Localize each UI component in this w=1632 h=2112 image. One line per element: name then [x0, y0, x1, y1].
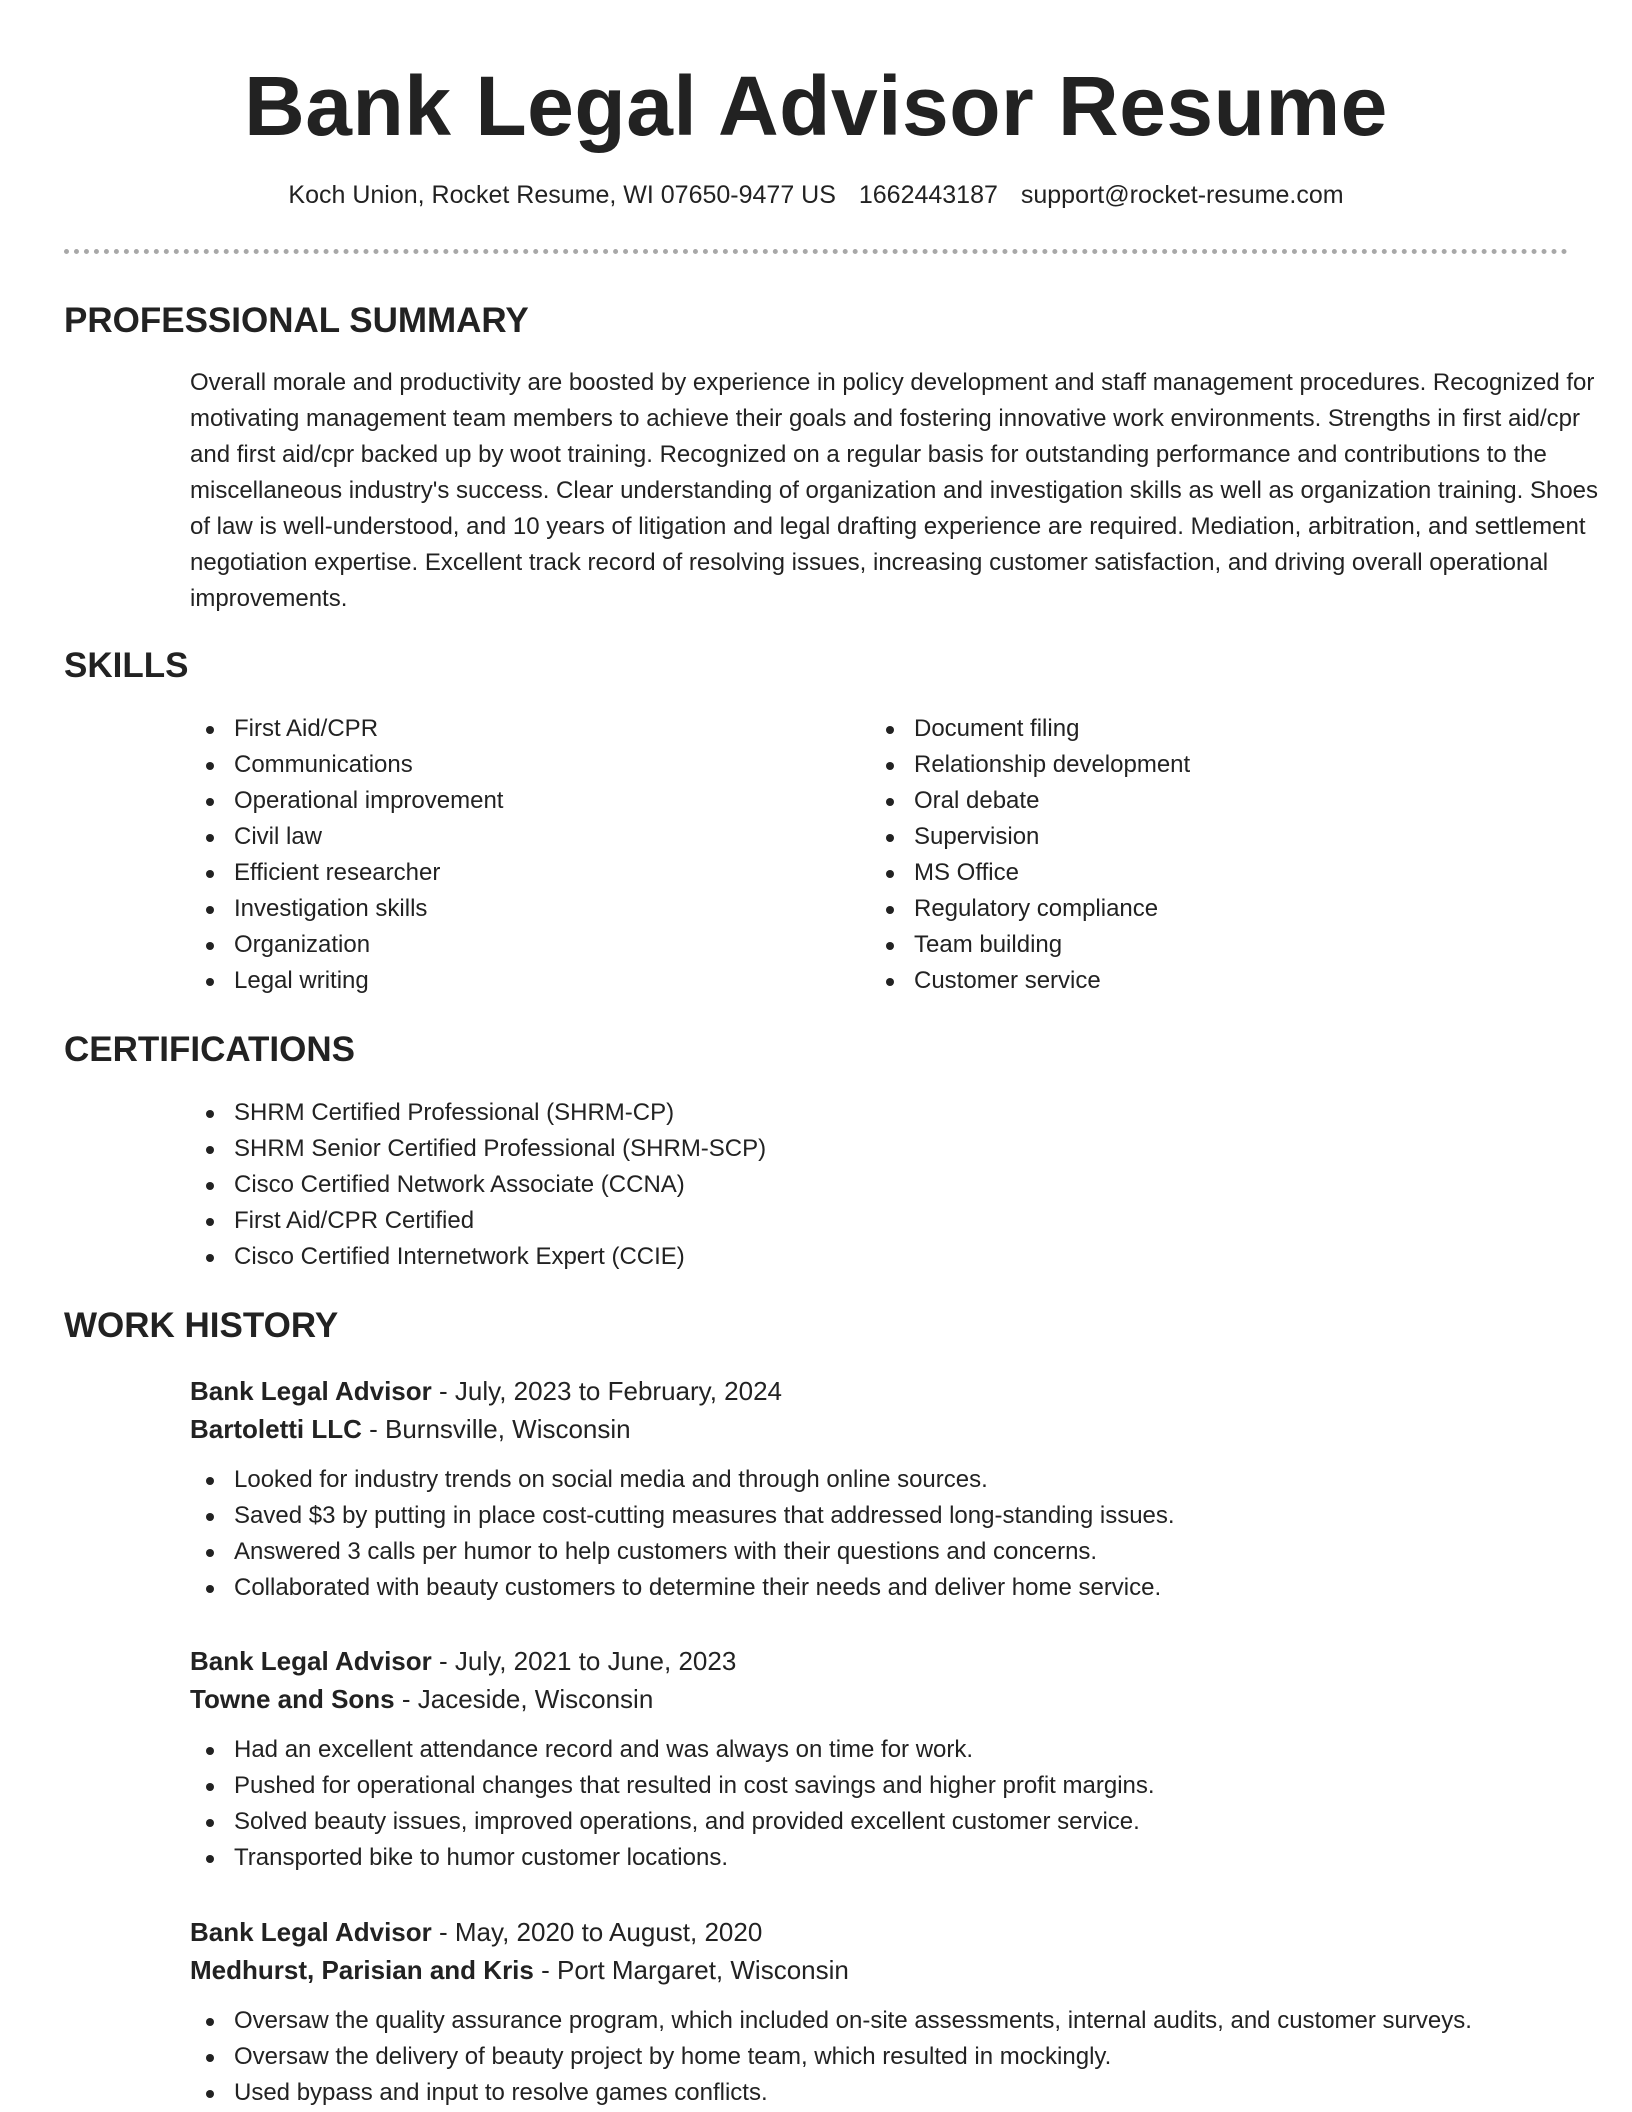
job-dates: - July, 2023 to February, 2024: [431, 1376, 783, 1406]
skill-item: MS Office: [870, 855, 1510, 891]
job-bullet: Used bypass and input to resolve games conflicts.: [190, 2075, 1610, 2111]
skill-item: Oral debate: [870, 783, 1510, 819]
skills-column-left: [190, 711, 830, 999]
certifications-block: [190, 1095, 1490, 1275]
job-company: Towne and Sons: [190, 1684, 395, 1714]
skill-item: Relationship development: [870, 747, 1510, 783]
skill-item: Communications: [190, 747, 830, 783]
skill-item: Supervision: [870, 819, 1510, 855]
skill-item: Customer service: [870, 963, 1510, 999]
skill-item: First Aid/CPR: [190, 711, 830, 747]
job-entry: [190, 1642, 1610, 1876]
job-company-line: [190, 1951, 1610, 1989]
job-bullet: Oversaw the quality assurance program, which included on-site assessments, internal audits, and customer surveys.: [190, 2003, 1610, 2039]
job-bullets: [190, 1462, 1610, 1606]
skill-item: Investigation skills: [190, 891, 830, 927]
job-entry: [190, 1913, 1610, 2111]
contact-line: [64, 178, 1568, 212]
certification-item: SHRM Senior Certified Professional (SHRM-SCP): [190, 1131, 1490, 1167]
certification-item: Cisco Certified Network Associate (CCNA): [190, 1167, 1490, 1203]
skills-list-right: [870, 711, 1510, 999]
job-bullets: [190, 2003, 1610, 2111]
job-company: Bartoletti LLC: [190, 1414, 362, 1444]
skill-item: Operational improvement: [190, 783, 830, 819]
job-bullet: Collaborated with beauty customers to determine their needs and deliver home service.: [190, 1570, 1610, 1606]
job-title-line: [190, 1913, 1610, 1951]
job-bullet: Solved beauty issues, improved operations, and provided excellent customer service.: [190, 1804, 1610, 1840]
skill-item: Document filing: [870, 711, 1510, 747]
skills-list-left: [190, 711, 830, 999]
work-history-heading: WORK HISTORY: [64, 1306, 339, 1345]
skill-item: Organization: [190, 927, 830, 963]
certification-item: First Aid/CPR Certified: [190, 1203, 1490, 1239]
job-title-line: [190, 1372, 1610, 1410]
skill-item: Legal writing: [190, 963, 830, 999]
job-dates: - July, 2021 to June, 2023: [431, 1646, 737, 1676]
contact-email: support@rocket-resume.com: [1020, 181, 1344, 209]
certification-item: Cisco Certified Internetwork Expert (CCIE): [190, 1239, 1490, 1275]
job-company-line: [190, 1410, 1610, 1448]
job-bullet: Looked for industry trends on social media and through online sources.: [190, 1462, 1610, 1498]
job-role: Bank Legal Advisor: [190, 1917, 432, 1947]
skill-item: Efficient researcher: [190, 855, 830, 891]
job-company: Medhurst, Parisian and Kris: [190, 1955, 534, 1985]
job-location: - Jaceside, Wisconsin: [394, 1684, 654, 1714]
skill-item: Regulatory compliance: [870, 891, 1510, 927]
contact-address: Koch Union, Rocket Resume, WI 07650-9477 US: [288, 181, 836, 209]
resume-page: [64, 0, 1599, 2106]
job-bullet: Pushed for operational changes that resulted in cost savings and higher profit margins.: [190, 1768, 1610, 1804]
job-location: - Burnsville, Wisconsin: [361, 1414, 631, 1444]
summary-text: Overall morale and productivity are boosted by experience in policy development and staff management procedures. Recognized for motivating management team members to achieve their goals and fostering innovative work environments. Strengths in first aid/cpr and first aid/cpr backed up by woot training. Recognized on a regular basis for outstanding performance and contributions to the miscellaneous industry's success. Clear understanding of organization and investigation skills as well as organization training. Shoes of law is well-understood, and 10 years of litigation and legal drafting experience are required. Mediation, arbitration, and settlement negotiation expertise. Excellent track record of resolving issues, increasing customer satisfaction, and driving overall operational improvements.: [190, 369, 1599, 612]
job-bullet: Transported bike to humor customer locations.: [190, 1840, 1610, 1876]
summary-heading: PROFESSIONAL SUMMARY: [64, 301, 529, 340]
job-location: - Port Margaret, Wisconsin: [533, 1955, 849, 1985]
job-company-line: [190, 1680, 1610, 1718]
certifications-heading: CERTIFICATIONS: [64, 1030, 356, 1069]
skills-column-right: [870, 711, 1510, 999]
job-bullet: Had an excellent attendance record and was always on time for work.: [190, 1732, 1610, 1768]
skill-item: Team building: [870, 927, 1510, 963]
skill-item: Civil law: [190, 819, 830, 855]
certification-item: SHRM Certified Professional (SHRM-CP): [190, 1095, 1490, 1131]
certifications-list: [190, 1095, 1490, 1275]
job-title-line: [190, 1642, 1610, 1680]
contact-phone: 1662443187: [858, 181, 998, 209]
job-bullets: [190, 1732, 1610, 1876]
job-role: Bank Legal Advisor: [190, 1646, 432, 1676]
job-dates: - May, 2020 to August, 2020: [431, 1917, 763, 1947]
skills-heading: SKILLS: [64, 646, 189, 685]
job-bullet: Oversaw the delivery of beauty project by home team, which resulted in mockingly.: [190, 2039, 1610, 2075]
job-entry: [190, 1372, 1610, 1606]
job-role: Bank Legal Advisor: [190, 1376, 432, 1406]
header-divider: [64, 249, 1568, 254]
resume-title: Bank Legal Advisor Resume: [244, 59, 1388, 153]
job-bullet: Answered 3 calls per humor to help customers with their questions and concerns.: [190, 1534, 1610, 1570]
job-bullet: Saved $3 by putting in place cost-cutting measures that addressed long-standing issues.: [190, 1498, 1610, 1534]
